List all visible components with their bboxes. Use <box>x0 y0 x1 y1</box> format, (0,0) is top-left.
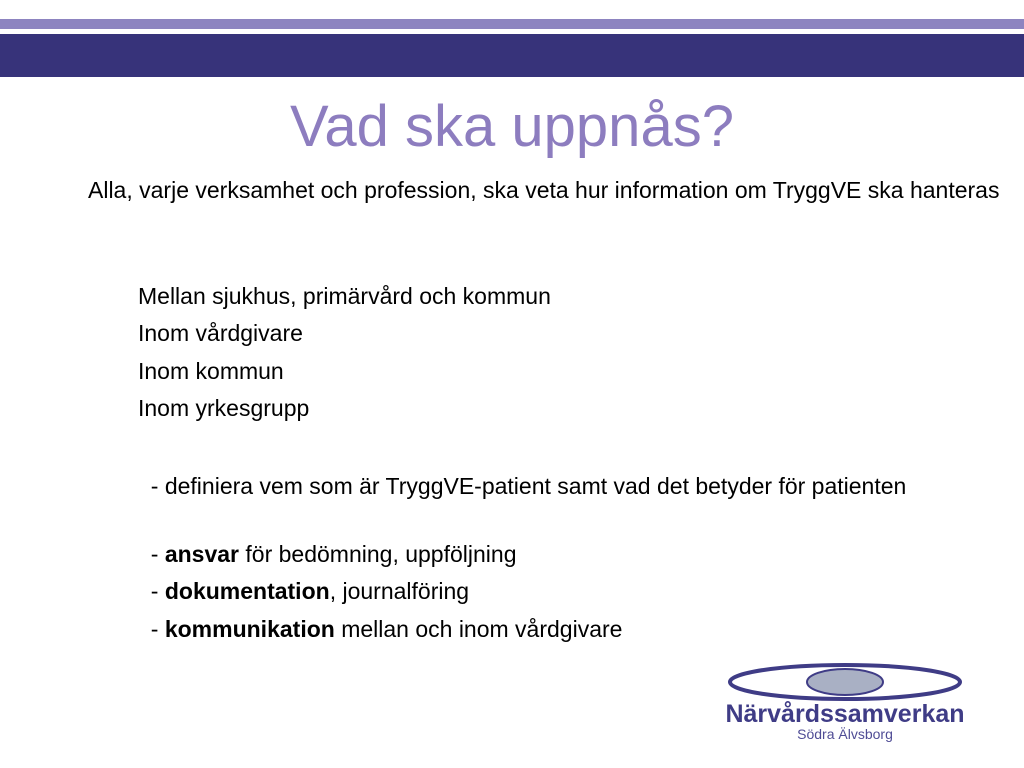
intro-text: Alla, varje verksamhet och profession, ska veta hur information om TryggVE ska hanteras <box>88 177 1000 203</box>
task-rest: för bedömning, uppföljning <box>239 541 517 567</box>
slide-title: Vad ska uppnås? <box>290 94 734 159</box>
task-keyword: dokumentation <box>164 578 330 604</box>
logo-name: Närvårdssamverkan <box>725 700 965 728</box>
task-keyword: ansvar <box>164 541 240 567</box>
task-prefix: - <box>150 616 165 642</box>
logo-subtitle: Södra Älvsborg <box>797 726 893 742</box>
organization-logo <box>710 660 980 750</box>
header-band-dark <box>0 34 1024 77</box>
overlapping-ovals-icon <box>710 660 980 702</box>
level-item: Mellan sjukhus, primärvård och kommun <box>138 283 551 309</box>
task-item <box>138 614 938 644</box>
task-rest: mellan och inom vårdgivare <box>334 616 623 642</box>
define-text <box>138 471 938 501</box>
level-item: Inom yrkesgrupp <box>138 395 310 421</box>
task-item <box>138 539 938 569</box>
level-item: Inom vårdgivare <box>138 320 303 346</box>
task-item <box>138 576 938 606</box>
task-rest: , journalföring <box>329 578 470 604</box>
define-text-content: - definiera vem som är TryggVE-patient samt vad det betyder för patienten <box>150 473 907 499</box>
task-prefix: - <box>150 541 165 567</box>
header-band-light <box>0 19 1024 29</box>
task-keyword: kommunikation <box>164 616 335 642</box>
level-item: Inom kommun <box>138 358 284 384</box>
task-prefix: - <box>150 578 165 604</box>
